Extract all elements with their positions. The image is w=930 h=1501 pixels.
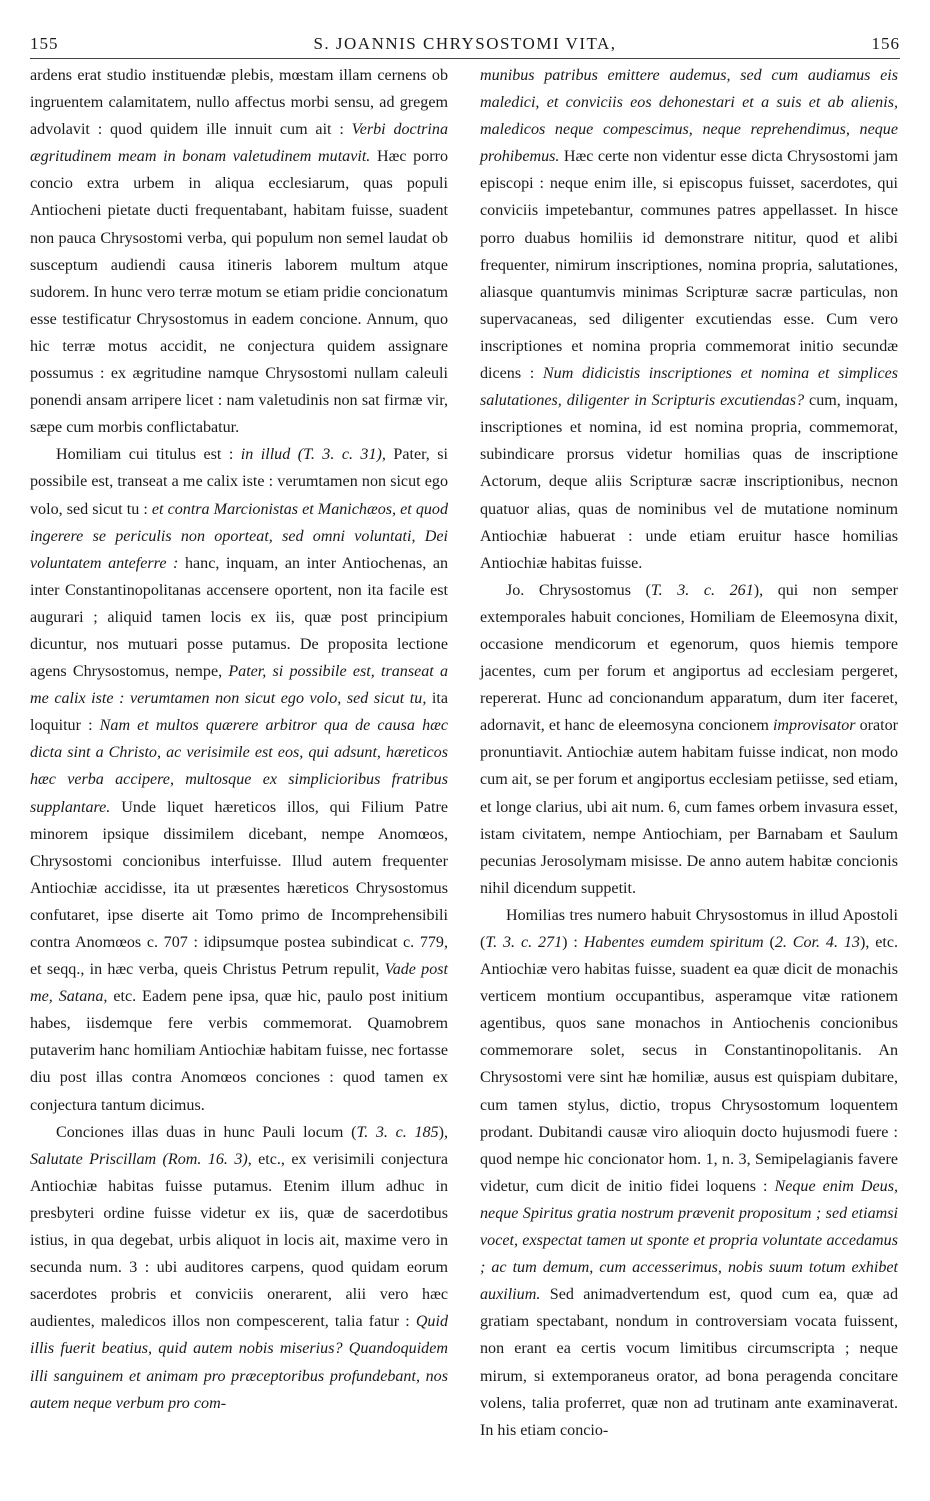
italic-text: et contra Marcionistas et Manichæos, et quod ingerere se periculis non oporteat, sed omni voluntati, Dei voluntatem anteferre :	[30, 500, 449, 572]
paragraph	[480, 62, 898, 577]
italic-text: T. 3. c. 271	[485, 934, 563, 951]
text-run: Jo. Chrysostomus (	[506, 581, 651, 599]
italic-text: Pater, si possibile est, transeat a me calix iste : verumtamen non sicut ego volo, sed sicut tu,	[30, 663, 448, 708]
italic-text: Verbi doctrina ægritudinem meam in bonam valetudinem mutavit.	[30, 121, 448, 166]
paragraph	[30, 441, 448, 1118]
text-run: ita loquitur :	[30, 690, 449, 735]
text-run: Unde liquet hæreticos illos, qui Filium Patre minorem ipsique dissimilem dicebant, nempe Anomœos, Chrysostomi concionibus interfuisse. Illud autem frequenter Antiochiæ accidisse, ita ut præsentes hæreticos Chrysostomus confutaret, ipse diserte ait Tomo primo de Incomprehensibili contra Anomœos c. 707 : idipsumque postea subindicat c. 779, et seqq., in hæc verba, queis Christus Petrum repulit,	[30, 798, 448, 979]
text-run: Sed animadvertendum est, quod cum ea, quæ ad gratiam spectabant, nondum in controversiam vocata fuissent, non erant ea certis vocum limitibus circumscripta ; neque mirum, si extemporaneus orator, ad bona peragenda concitare volens, talia proferret, quæ non ad trutinam ante examinaverat. In his etiam concio-	[480, 1286, 898, 1439]
italic-text: Salutate Priscillam (Rom. 16. 3)	[30, 1150, 248, 1168]
left-text-column	[30, 62, 448, 1417]
italic-text: T. 3. c. 185	[356, 1123, 439, 1141]
paragraph	[30, 62, 448, 441]
paragraph	[480, 577, 898, 902]
italic-text: Neque enim Deus, neque Spiritus gratia nostrum prævenit propositum ; sed etiamsi vocet, exspectat tamen ut sponte et propria voluntate accedamus ; ac tum demum, cum accesserimus, nobis suum totum exhibet auxilium.	[480, 1177, 899, 1304]
text-run: Pater, si possibile est, transeat a me calix iste : verumtamen non sicut ego volo, sed sicut tu :	[30, 446, 449, 518]
text-run: orator pronuntiavit. Antiochiæ autem habitam fuisse indicat, non modo cum ait, se per forum et angiportus ecclesiam petiisse, sed etiam, et longe clarius, ubi ait num. 6, cum fames orbem invasura esset, istam civitatem, nempe Antiochiam, per Barnabam et Saulum pecunias Jerosolymam misisse. De anno autem habitæ concionis nihil dicendum suppetit.	[480, 717, 899, 897]
text-run: ) :	[562, 934, 584, 951]
text-run: ), etc. Antiochiæ vero habitas fuisse, suadent ea quæ dicit de monachis verticem montium occupantibus, asperamque vitæ rationem agentibus, quos sane monachos in Antiochenis concionibus commemorare solet, secus in Constantinopolitanis. An Chrysostomi vere sint hæ homiliæ, ausus est quispiam dubitare, cum tamen stylus, dictio, tropus Chrysostomum loquentem prodant. Dubitandi causæ viro alioquin docto hujusmodi fuere : quod nempe hic concionator hom. 1, n. 3, Semipelagianis favere videtur, cum dicit de initio fidei loquens :	[480, 934, 899, 1195]
text-run: (	[763, 934, 775, 951]
text-run: Homilias tres numero habuit Chrysostomus in illud Apostoli (	[480, 906, 898, 951]
italic-text: Num didicistis inscriptiones et nomina et simplices salutationes, diligenter in Scripturis excutiendas?	[480, 365, 898, 410]
text-run: ),	[438, 1123, 448, 1141]
text-run: hanc, inquam, an inter Antiochenas, an inter Constantinopolitanas accensere oportent, non ita facile est augurari ; aliquid tamen locis ex iis, quæ post principium dicuntur, nos mutuari posse putamus. De proposita lectione agens Chrysostomus, nempe,	[30, 554, 449, 681]
italic-text: Quid illis fuerit beatius, quid autem nobis miserius? Quandoquidem illi sanguinem et animam pro præceptoribus profundebant, nos autem neque verbum pro com-	[30, 1313, 448, 1412]
italic-text: Nam et multos quærere arbitror qua de causa hæc dicta sint a Christo, ac verisimile est eos, qui adsunt, hæreticos hæc verba accipere, multosque ex simplicioribus fratribus supplantare.	[30, 717, 448, 816]
italic-text: munibus patribus emittere audemus, sed cum audiamus eis maledici, et conviciis eos dehonestari et a suis et ab alienis, maledicos neque compescimus, neque reprehendimus, neque prohibemus.	[480, 67, 898, 166]
text-run: Homiliam cui titulus est :	[56, 446, 241, 464]
text-run: , etc., ex verisimili conjectura Antiochiæ habitas fuisse putamus. Etenim illum adhuc in presbyteri ordine fuisse videtur ex iis, quæ de sacerdotibus istius, in qua degebat, urbis aliquot in locis ait, maxime vero in secunda num. 3 : ubi auditores carpens, quod quidam eorum sacerdotes probris et conviciis onerarent, alii vero hæc audientes, maledicos illos non compescerent, talia fatur :	[30, 1150, 448, 1331]
running-title: S. JOANNIS CHRYSOSTOMI VITA,	[313, 34, 617, 53]
italic-text: in illud (T. 3. c. 31),	[240, 446, 386, 464]
text-run: Conciones illas duas in hunc Pauli locum (	[56, 1123, 357, 1141]
italic-text: T. 3. c. 261	[650, 581, 754, 599]
right-text-column	[480, 62, 898, 1444]
page-number-right: 156	[871, 34, 900, 53]
text-run: ardens erat studio instituendæ plebis, mœstam illam cernens ob ingruentem calamitatem, nullo affectus morbi sensu, ad gregem advolavit : quod quidem ille innuit cum ait :	[30, 67, 448, 139]
italic-text: Vade post me, Satana,	[30, 961, 449, 1006]
text-run: ), qui non semper extemporales habuit conciones, Homiliam de Eleemosyna dixit, occasione mendicorum et egenorum, quos hiemis tempore jacentes, cum per forum et angiportus ad ecclesiam pergeret, repererat. Hunc ad concionandum apparatum, dum iter faceret, adornavit, et hanc de eleemosyna concionem	[480, 581, 898, 735]
page-number-left: 155	[30, 34, 59, 53]
italic-text: 2. Cor. 4. 13	[774, 934, 860, 951]
text-run: cum, inquam, inscriptiones et nomina, id est nomina propria, commemorat, subindicare prorsus videtur homilias quas de inscriptione Actorum, deque aliis Scripturæ sacræ inscriptionibus, necnon quatuor alias, quas de nominibus vel de mutatione nominum Antiochiæ habuerat : unde etiam eruitur hasce homilias Antiochiæ habitas fuisse.	[480, 392, 899, 572]
italic-text: Habentes eumdem spiritum	[583, 934, 764, 951]
paragraph	[30, 1119, 448, 1417]
running-header	[30, 32, 900, 59]
paragraph	[480, 902, 898, 1444]
text-run: Hæc porro concio extra urbem in aliqua ecclesiarum, quas populi Antiocheni pietate ducti frequentabant, habitam fuisse, suadent non pauca Chrysostomi verba, qui populum non semel laudat ob susceptum audiendi causa itineris laborem multum atque sudorem. In hunc vero terræ motum se etiam pridie concionatum esse testificatur Chrysostomus in eadem concione. Annum, quo hic terræ motus accidit, ne conjectura quidem assignare possumus : ex ægritudine namque Chrysostomi nullam caleuli ponendi ansam arripere licet : nam valetudinis non sat firmæ vir, sæpe cum morbis conflictabatur.	[30, 148, 449, 437]
text-run: Hæc certe non videntur esse dicta Chrysostomi jam episcopi : neque enim ille, si episcopus fuisset, sacerdotes, qui conviciis impetebantur, communes patres appellasset. In hisce porro duabus homiliis id demonstrare nititur, quod et alibi frequenter, nimirum inscriptiones, nomina propria, salutationes, aliasque quantumvis minimas Scripturæ sacræ particulas, non supervacaneas, sed diligenter excutiendas esse. Cum vero inscriptiones et nomina propria commemorat initio secundæ dicens :	[480, 148, 898, 383]
text-run: etc. Eadem pene ipsa, quæ hic, paulo post initium habes, iisdemque fere verbis commemorat. Quamobrem putaverim hanc homiliam Antiochiæ habitam fuisse, nec fortasse diu post illas contra Anomœos conciones : quod tamen ex conjectura tantum dicimus.	[30, 988, 448, 1114]
italic-text: improvisator	[772, 717, 856, 735]
